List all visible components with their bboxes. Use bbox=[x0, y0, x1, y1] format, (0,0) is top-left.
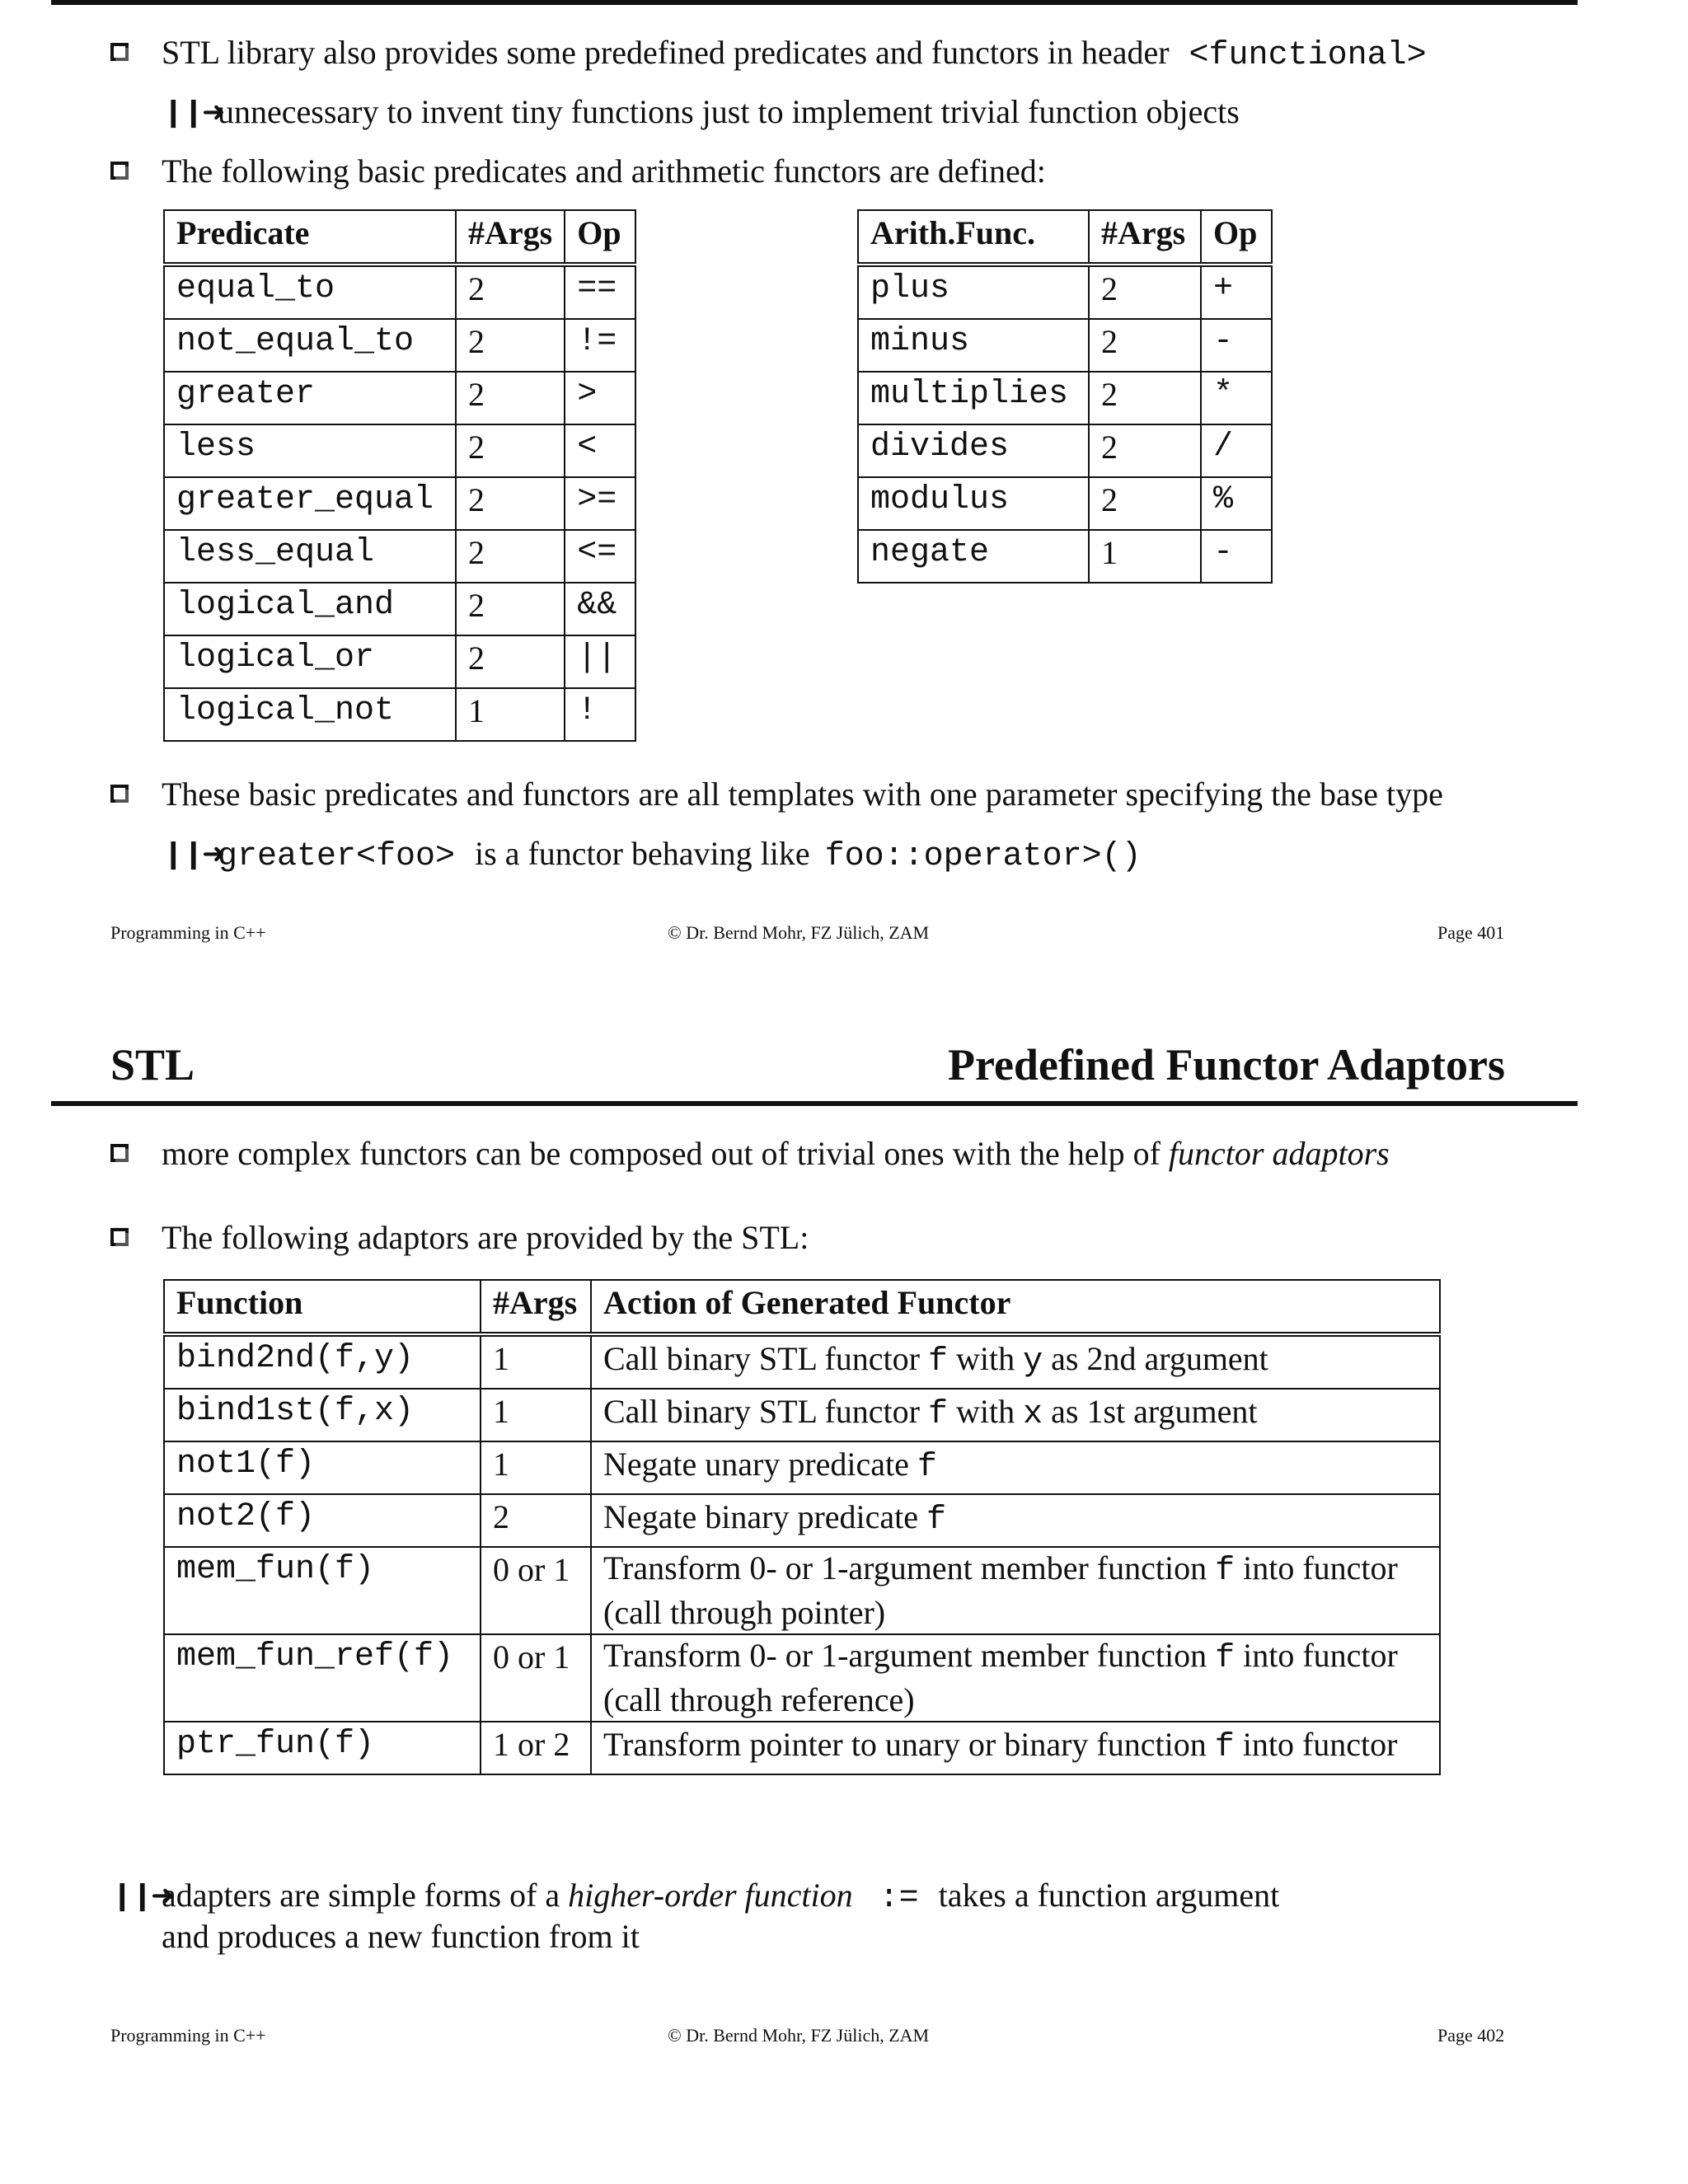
bullet-text: These basic predicates and functors are all templates with one parameter specifying the base type bbox=[162, 776, 1443, 813]
bullet-text: The following adaptors are provided by the STL: bbox=[162, 1219, 809, 1256]
cell bbox=[591, 1494, 1440, 1547]
arrow-bullet-icon: ❙❙➜ bbox=[162, 96, 223, 129]
table-row bbox=[164, 530, 635, 583]
cell: - bbox=[1201, 530, 1272, 583]
table-row bbox=[858, 319, 1272, 372]
cell: greater_equal bbox=[164, 477, 456, 530]
table-row bbox=[164, 265, 635, 319]
header-cell: #Args bbox=[456, 210, 565, 265]
action-text: as 1st argument bbox=[1043, 1393, 1258, 1430]
cell: % bbox=[1201, 477, 1272, 530]
cell: 2 bbox=[1089, 424, 1201, 477]
table-row bbox=[164, 1722, 1440, 1774]
table-row bbox=[164, 1389, 1440, 1441]
cell bbox=[591, 1634, 1440, 1722]
section-title: STL bbox=[110, 1040, 195, 1090]
cell: 2 bbox=[1089, 477, 1201, 530]
cell: 2 bbox=[1089, 319, 1201, 372]
header-cell: Op bbox=[1201, 210, 1272, 265]
action-text: into functor (call through reference) bbox=[603, 1637, 1398, 1718]
note-text-line2: and produces a new function from it bbox=[162, 1918, 640, 1955]
checkbox-bullet-icon bbox=[110, 43, 129, 61]
bullet-text bbox=[162, 1134, 1390, 1174]
title-rule bbox=[51, 1101, 1578, 1106]
cell: 1 or 2 bbox=[481, 1722, 591, 1774]
table-row bbox=[164, 1547, 1440, 1634]
table-row bbox=[858, 424, 1272, 477]
header-cell: Action of Generated Functor bbox=[591, 1280, 1440, 1334]
action-code: f bbox=[927, 1343, 948, 1380]
table-row bbox=[164, 477, 635, 530]
functor-adaptors-term: functor adaptors bbox=[1168, 1135, 1390, 1172]
cell: >= bbox=[565, 477, 635, 530]
header-cell: Op bbox=[565, 210, 635, 265]
action-text: Transform pointer to unary or binary function bbox=[603, 1726, 1215, 1763]
arith-functors-table bbox=[857, 209, 1273, 583]
cell: 0 or 1 bbox=[481, 1634, 591, 1722]
action-text: with bbox=[948, 1340, 1024, 1377]
arrow-bullet-icon: ❙❙➜ bbox=[162, 837, 223, 870]
action-code: f bbox=[1215, 1640, 1236, 1677]
cell: greater bbox=[164, 372, 456, 424]
cell: minus bbox=[858, 319, 1089, 372]
cell: modulus bbox=[858, 477, 1089, 530]
header-cell: Function bbox=[164, 1280, 481, 1334]
bullet-text bbox=[162, 33, 1427, 76]
bullet-text: The following basic predicates and arithmetic functors are defined: bbox=[162, 152, 1046, 190]
cell: plus bbox=[858, 265, 1089, 319]
cell bbox=[591, 1441, 1440, 1494]
action-text: Call binary STL functor bbox=[603, 1340, 928, 1377]
action-code: y bbox=[1023, 1343, 1043, 1380]
definition-operator: := bbox=[879, 1880, 919, 1917]
cell: 2 bbox=[456, 635, 565, 688]
table-row bbox=[164, 1494, 1440, 1547]
table-row bbox=[858, 530, 1272, 583]
action-code: f bbox=[1214, 1729, 1235, 1766]
footer-page-number: Page 402 bbox=[1437, 2025, 1505, 2046]
cell: 2 bbox=[456, 265, 565, 319]
cell: || bbox=[565, 635, 635, 688]
table-row bbox=[164, 1334, 1440, 1389]
action-text: with bbox=[948, 1393, 1024, 1430]
operator-code: foo::operator>() bbox=[824, 838, 1142, 875]
cell bbox=[591, 1389, 1440, 1441]
cell: equal_to bbox=[164, 265, 456, 319]
predicates-table bbox=[163, 209, 636, 742]
cell: bind2nd(f,y) bbox=[164, 1334, 481, 1389]
cell: 2 bbox=[481, 1494, 591, 1547]
cell: not_equal_to bbox=[164, 319, 456, 372]
action-code: f bbox=[926, 1502, 947, 1539]
header-cell: #Args bbox=[1089, 210, 1201, 265]
table-row bbox=[164, 1634, 1440, 1722]
table-row bbox=[164, 319, 635, 372]
note-label: takes a function argument bbox=[938, 1877, 1280, 1914]
cell: not1(f) bbox=[164, 1441, 481, 1494]
footer-center: © Dr. Bernd Mohr, FZ Jülich, ZAM bbox=[668, 2025, 930, 2046]
table-row bbox=[164, 635, 635, 688]
cell: + bbox=[1201, 265, 1272, 319]
top-rule bbox=[51, 0, 1578, 5]
cell: mem_fun(f) bbox=[164, 1547, 481, 1634]
cell: <= bbox=[565, 530, 635, 583]
cell: > bbox=[565, 372, 635, 424]
table-row bbox=[164, 688, 635, 741]
adaptors-table bbox=[163, 1279, 1441, 1775]
action-text: Transform 0- or 1-argument member function bbox=[603, 1637, 1216, 1674]
page-title: Predefined Functor Adaptors bbox=[947, 1040, 1505, 1090]
table-row bbox=[858, 477, 1272, 530]
header-cell: #Args bbox=[481, 1280, 591, 1334]
cell: divides bbox=[858, 424, 1089, 477]
cell: 1 bbox=[481, 1389, 591, 1441]
cell: 1 bbox=[481, 1334, 591, 1389]
table-row bbox=[858, 265, 1272, 319]
cell: 2 bbox=[456, 477, 565, 530]
cell: 2 bbox=[456, 424, 565, 477]
header-cell: Predicate bbox=[164, 210, 456, 265]
cell: ptr_fun(f) bbox=[164, 1722, 481, 1774]
cell: logical_or bbox=[164, 635, 456, 688]
bullet-functional-text: STL library also provides some predefined predicates and functors in header bbox=[162, 34, 1170, 71]
cell: 2 bbox=[1089, 372, 1201, 424]
action-text: Call binary STL functor bbox=[603, 1393, 928, 1430]
cell: 2 bbox=[456, 583, 565, 635]
action-text: into functor bbox=[1234, 1726, 1398, 1763]
action-code: f bbox=[927, 1396, 948, 1433]
cell: != bbox=[565, 319, 635, 372]
action-code: f bbox=[1215, 1553, 1236, 1590]
arrow-bullet-icon: ❙❙➜ bbox=[110, 1879, 171, 1912]
note-text bbox=[162, 1876, 1279, 1919]
action-text: as 2nd argument bbox=[1043, 1340, 1268, 1377]
footer-left: Programming in C++ bbox=[110, 922, 266, 943]
cell: 0 or 1 bbox=[481, 1547, 591, 1634]
cell: bind1st(f,x) bbox=[164, 1389, 481, 1441]
bullet-label: more complex functors can be composed out of trivial ones with the help of bbox=[162, 1135, 1160, 1172]
checkbox-bullet-icon bbox=[110, 162, 129, 180]
cell: mem_fun_ref(f) bbox=[164, 1634, 481, 1722]
cell: 1 bbox=[1089, 530, 1201, 583]
checkbox-bullet-icon bbox=[110, 1228, 129, 1246]
sub-bullet-label: is a functor behaving like bbox=[475, 835, 810, 872]
cell: not2(f) bbox=[164, 1494, 481, 1547]
cell: multiplies bbox=[858, 372, 1089, 424]
sub-bullet-text: unnecessary to invent tiny functions just to implement trivial function objects bbox=[218, 93, 1240, 130]
cell: 2 bbox=[456, 530, 565, 583]
action-text: Negate binary predicate bbox=[603, 1498, 927, 1535]
footer-center: © Dr. Bernd Mohr, FZ Jülich, ZAM bbox=[668, 922, 930, 943]
cell: less bbox=[164, 424, 456, 477]
cell bbox=[591, 1722, 1440, 1774]
cell: 2 bbox=[456, 319, 565, 372]
greater-foo-code: greater<foo> bbox=[218, 838, 456, 875]
cell: 2 bbox=[1089, 265, 1201, 319]
footer-page-number: Page 401 bbox=[1437, 922, 1505, 943]
sub-bullet-text bbox=[218, 834, 1142, 877]
cell: && bbox=[565, 583, 635, 635]
cell: less_equal bbox=[164, 530, 456, 583]
cell: - bbox=[1201, 319, 1272, 372]
header-cell: Arith.Func. bbox=[858, 210, 1089, 265]
note-label: adapters are simple forms of a bbox=[162, 1877, 560, 1914]
action-text: into functor (call through pointer) bbox=[603, 1549, 1398, 1631]
checkbox-bullet-icon bbox=[110, 785, 129, 803]
cell: logical_not bbox=[164, 688, 456, 741]
cell: ! bbox=[565, 688, 635, 741]
footer-left: Programming in C++ bbox=[110, 2025, 266, 2046]
functional-header-code: <functional> bbox=[1189, 37, 1427, 74]
checkbox-bullet-icon bbox=[110, 1144, 129, 1162]
cell: negate bbox=[858, 530, 1089, 583]
cell: == bbox=[565, 265, 635, 319]
table-row bbox=[164, 1441, 1440, 1494]
action-text: Transform 0- or 1-argument member function bbox=[603, 1549, 1216, 1586]
cell bbox=[591, 1334, 1440, 1389]
cell: < bbox=[565, 424, 635, 477]
table-row bbox=[164, 424, 635, 477]
cell: logical_and bbox=[164, 583, 456, 635]
action-text: Negate unary predicate bbox=[603, 1446, 917, 1483]
table-row bbox=[858, 372, 1272, 424]
cell: 1 bbox=[481, 1441, 591, 1494]
action-code: x bbox=[1023, 1396, 1043, 1433]
cell: * bbox=[1201, 372, 1272, 424]
cell bbox=[591, 1547, 1440, 1634]
cell: / bbox=[1201, 424, 1272, 477]
cell: 1 bbox=[456, 688, 565, 741]
table-row bbox=[164, 372, 635, 424]
table-row bbox=[164, 583, 635, 635]
action-code: f bbox=[917, 1449, 937, 1486]
higher-order-function-term: higher-order function bbox=[568, 1877, 853, 1914]
cell: 2 bbox=[456, 372, 565, 424]
